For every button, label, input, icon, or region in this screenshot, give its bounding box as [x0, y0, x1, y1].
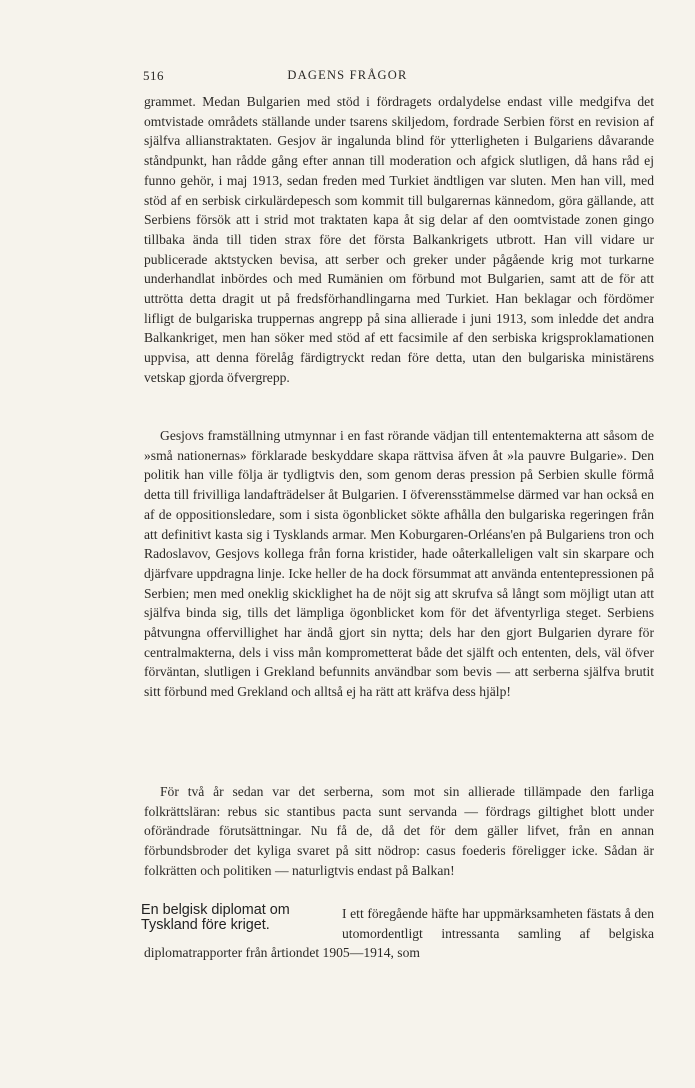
section-paragraph — [144, 904, 654, 963]
running-title: DAGENS FRÅGOR — [287, 68, 408, 82]
body-paragraph: grammet. Medan Bulgarien med stöd i fördragets ordalydelse endast ville medgifva det omtvistade områdets ställande under tsarens skiljedom, fordrade Serbien först en revision af själfva allianstraktaten. Gesjov är ingalunda blind för ytterligheten i Bulgariens dåvarande ståndpunkt, han rådde gång efter annan till moderation och afgick slutligen, då hans råd ej funno gehör, i maj 1913, sedan freden med Turkiet ändtligen var sluten. Men han vill, med stöd af en serbisk cirkulärdepesch som kommit till bulgarernas kännedom, göra gällande, att Serbiens försök att i strid mot traktaten kapa åt sig delar af den oomtvistade zonen gingo tillbaka ända till tiden strax före det första Balkankrigets utbrott. Han vill vidare ur publicerade aktstycken bevisa, att serber och greker under pågående krig mot turkarne underhandlat inbördes och med Rumänien om förbund mot Bulgarien, samt att de för att uttrötta detta dragit ut på fredsförhandlingarna med Turkiet. Han beklagar och fördömer lifligt de bulgariska truppernas angrepp på sina allierade i juni 1913, som inledde det andra Balkankriget, men han söker med stöd af ett facsimile af den serbiska krigsproklamationen uppvisa, att denna förelåg färdigtryckt redan före detta, utan den bulgariska ministärens vetskap gjorda öfvergrepp. — [144, 94, 654, 385]
heading-spacer — [144, 904, 342, 940]
body-paragraph: För två år sedan var det serberna, som mot sin allierade tillämpade den farliga folkrättsläran: rebus sic stantibus pacta sunt servanda — fördrags giltighet blott under oförändrade förutsättningar. Nu få de, då det för dem gäller lifvet, från en annan förbundsbroder det kyliga svaret på sitt nödrop: casus foederis föreligger icke. Sådan är folkrätten och politiken — naturligtvis endast på Balkan! — [144, 784, 654, 878]
page-number: 516 — [143, 68, 164, 83]
body-paragraph: Gesjovs framställning utmynnar i en fast rörande vädjan till ententemakterna att såsom de »små nationernas» förklarade beskyddare skapa rättvisa äfven åt »la pauvre Bulgarie». Den politik han ville följa är tydligtvis den, som genom deras pression på Serbien skulle förmå detta till frivilliga landafträdelser åt Bulgarien. I öfverensstämmelse därmed var han också en af de oppositionsledare, som i sista ögonblicket sökte afhålla den bulgariska regeringen från att definitivt kasta sig i Tysklands armar. Men Koburgaren-Orléans'en på Bulgariens tron och Radoslavov, Gesjovs kollega från forna kristider, hade oåterkalleligen valt sin skarpare och djärfvare uppdragna linje. Icke heller de ha dock försummat att använda ententepressionen på Serbien; men med oneklig skicklighet ha de nöjt sig att skrufva så långt som möjligt utan att själfva binda sig, tills det lämpliga ögonblicket kom för det äfventyrliga steget. Serbiens påtvungna offervillighet har ändå gjort sin nytta; dels har den gjort Bulgarien dyrare för centralmakterna, dels i viss mån komprometterat både det själft och ententen, dels, väl öfver förväntan, slutligen i Grekland befunnits användbar som bevis — att serberna själfva brutit sitt förbund med Grekland och alltså ej ha rätt att kräfva dess hjälp! — [144, 428, 654, 700]
section-paragraph-text: I ett föregående häfte har uppmärksamheten fästats å den utomordentligt intressanta samling af belgiska diplomatrapporter från årtiondet 1905—1914, som — [144, 906, 654, 960]
section-heading: En belgisk diplomat om Tyskland före kriget. — [141, 902, 290, 933]
